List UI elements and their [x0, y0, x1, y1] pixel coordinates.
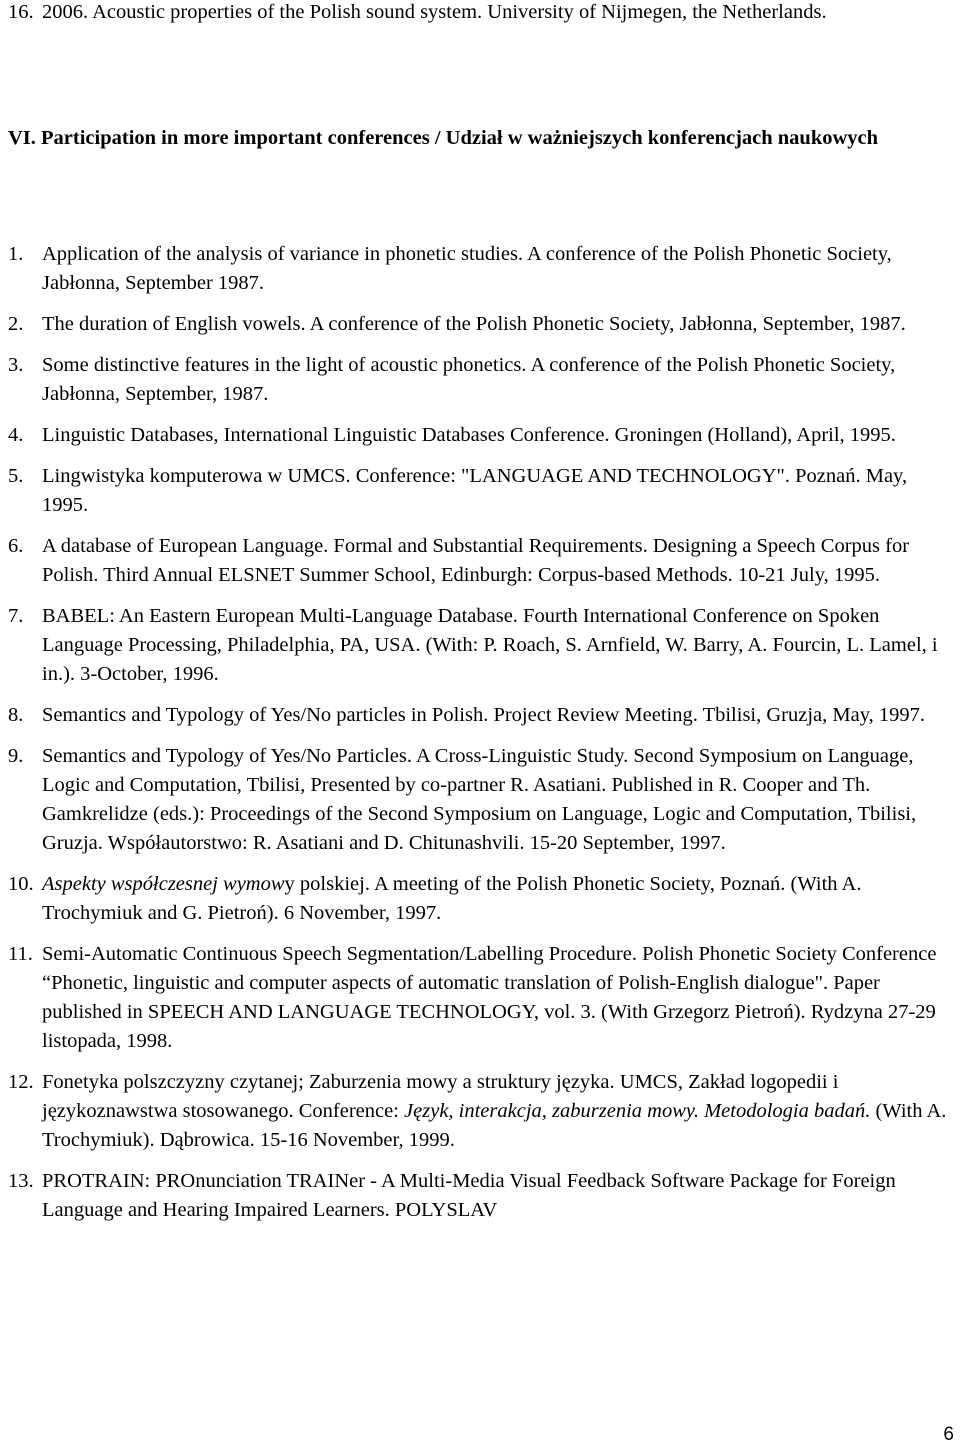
- entry-number: 8.: [8, 704, 24, 726]
- conference-entry-1: [0, 240, 960, 298]
- conference-entry-5: [0, 462, 960, 520]
- conference-entry-11: [0, 940, 960, 1056]
- publication-entry-16: [8, 0, 938, 27]
- entry-text: Semi-Automatic Continuous Speech Segmentation/Labelling Procedure. Polish Phonetic Society Conference “Phonetic, linguistic and computer aspects of automatic translation of Polish-English dialogue". Paper published in SPEECH AND LANGUAGE TECHNOLOGY, vol. 3. (With Grzegorz Pietroń). Rydzyna 27-29 listopada, 1998.: [42, 943, 937, 1052]
- page-number: 6: [943, 1424, 954, 1445]
- entry-text: Linguistic Databases, International Linguistic Databases Conference. Groningen (Holland), April, 1995.: [42, 424, 896, 446]
- entry-number: 5.: [8, 465, 24, 487]
- conference-entry-2: [0, 310, 960, 339]
- entry-number: 12.: [8, 1071, 34, 1093]
- entry-number: 1.: [8, 243, 24, 265]
- entry-text: The duration of English vowels. A conference of the Polish Phonetic Society, Jabłonna, September, 1987.: [42, 313, 906, 335]
- conference-entry-12: [0, 1068, 960, 1155]
- entry-text: PROTRAIN: PROnunciation TRAINer - A Multi-Media Visual Feedback Software Package for Foreign Language and Hearing Impaired Learners. POLYSLAV: [42, 1170, 896, 1221]
- entry-number: 6.: [8, 535, 24, 557]
- entry-number: 13.: [8, 1170, 34, 1192]
- entry-text-after: (With A. Trochymiuk). Dąbrowica. 15-16 November, 1999.: [42, 1100, 947, 1151]
- entry-text: 2006. Acoustic properties of the Polish sound system. University of Nijmegen, the Netherlands.: [42, 1, 827, 23]
- conference-entry-8: [0, 701, 960, 730]
- entry-number: 4.: [8, 424, 24, 446]
- conference-entry-13: [0, 1167, 960, 1225]
- entry-text: A database of European Language. Formal and Substantial Requirements. Designing a Speech Corpus for Polish. Third Annual ELSNET Summer School, Edinburgh: Corpus-based Methods. 10-21 July, 1995.: [42, 535, 910, 586]
- entry-text: Application of the analysis of variance in phonetic studies. A conference of the Polish Phonetic Society, Jabłonna, September 1987.: [42, 243, 892, 294]
- conference-entry-10: [0, 870, 960, 928]
- entry-italic-title: Język, interakcja, zaburzenia mowy. Metodologia badań.: [404, 1100, 871, 1122]
- entry-text-before: Fonetyka polszczyzny czytanej; Zaburzenia mowy a struktury języka. UMCS, Zakład logopedii i językoznawstwa stosowanego. Conference:: [42, 1071, 839, 1122]
- entry-text: [42, 1068, 952, 1155]
- conference-entry-4: [0, 421, 960, 450]
- entry-text: Some distinctive features in the light of acoustic phonetics. A conference of the Polish Phonetic Society, Jabłonna, September, 1987.: [42, 354, 896, 405]
- entry-number: 11.: [8, 943, 33, 965]
- entry-text: [42, 870, 952, 928]
- conference-entry-7: [0, 602, 960, 689]
- conference-list: [0, 240, 960, 1225]
- conference-entry-9: [0, 742, 960, 858]
- entry-number: 16.: [8, 1, 34, 23]
- conference-entry-6: [0, 532, 960, 590]
- entry-number: 9.: [8, 745, 24, 767]
- entry-number: 2.: [8, 313, 24, 335]
- entry-text: BABEL: An Eastern European Multi-Language Database. Fourth International Conference on Spoken Language Processing, Philadelphia, PA, USA. (With: P. Roach, S. Arnfield, W. Barry, A. Fourcin, L. Lamel, i in.). 3-October, 1996.: [42, 605, 938, 685]
- entry-italic-title: Aspekty współczesnej wymow: [42, 873, 285, 895]
- entry-text: Lingwistyka komputerowa w UMCS. Conference: "LANGUAGE AND TECHNOLOGY". Poznań. May, 1995.: [42, 465, 908, 516]
- entry-text-rest: y polskiej. A meeting of the Polish Phonetic Society, Poznań. (With A. Trochymiuk and G. Pietroń). 6 November, 1997.: [42, 873, 862, 924]
- conference-entry-3: [0, 351, 960, 409]
- entry-number: 10.: [8, 873, 34, 895]
- entry-number: 7.: [8, 605, 24, 627]
- entry-text: Semantics and Typology of Yes/No particles in Polish. Project Review Meeting. Tbilisi, Gruzja, May, 1997.: [42, 704, 926, 726]
- entry-text: Semantics and Typology of Yes/No Particles. A Cross-Linguistic Study. Second Symposium on Language, Logic and Computation, Tbilisi, Presented by co-partner R. Asatiani. Published in R. Cooper and Th. Gamkrelidze (eds.): Proceedings of the Second Symposium on Language, Logic and Computation, Tbilisi, Gruzja. Współautorstwo: R. Asatiani and D. Chitunashvili. 15-20 September, 1997.: [42, 745, 917, 854]
- entry-number: 3.: [8, 354, 24, 376]
- section-heading: VI. Participation in more important conferences / Udział w ważniejszych konferencjach naukowych: [8, 127, 879, 149]
